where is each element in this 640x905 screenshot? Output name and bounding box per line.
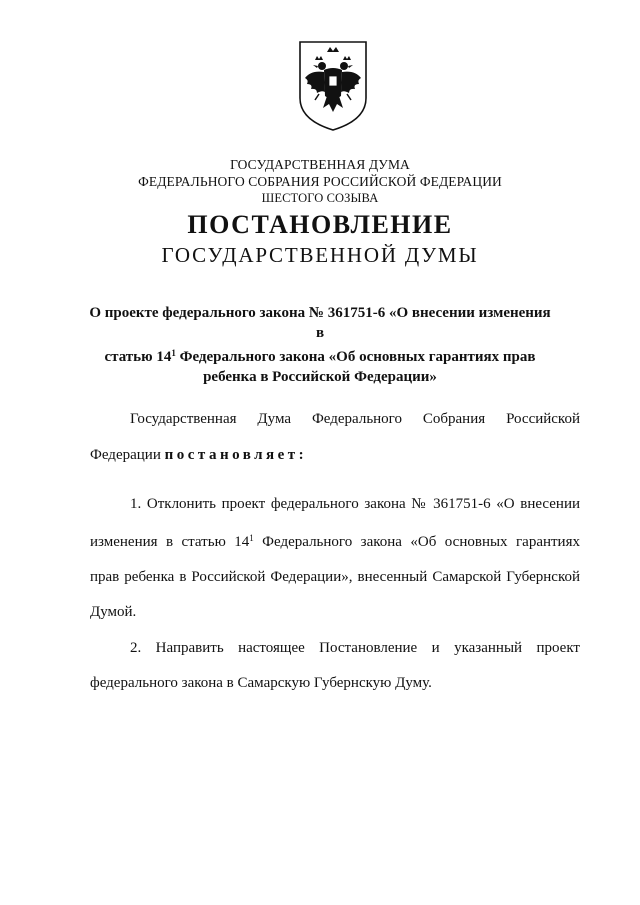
header-line-federal-assembly: ФЕДЕРАЛЬНОГО СОБРАНИЯ РОССИЙСКОЙ ФЕДЕРАЦИИ	[138, 174, 502, 189]
intro-text: Федерации	[90, 447, 165, 463]
header-line-duma: ГОСУДАРСТВЕННАЯ ДУМА	[230, 157, 410, 172]
item-text: изменения в статью 14	[90, 534, 250, 550]
subject-line: ребенка в Российской Федерации»	[203, 369, 437, 385]
item-1-line: 1. Отклонить проект федерального закона № 361751-6 «О внесении	[130, 496, 580, 512]
subject-text: Федерального закона «Об основных гарантиях прав	[175, 349, 536, 365]
superscript: 1	[171, 348, 176, 358]
header-line-convocation: ШЕСТОГО СОЗЫВА	[261, 191, 379, 205]
item-1-line: прав ребенка в Российской Федерации», внесенный Самарской Губернской	[90, 569, 580, 585]
intro-line	[90, 447, 580, 464]
subject-text: статью 14	[104, 349, 172, 365]
subject-line: О проекте федерального закона № 361751-6 «О внесении изменения в	[89, 305, 551, 341]
item-text: Федерального закона «Об основных гарантиях	[253, 534, 580, 550]
intro-line: Государственная Дума Федерального Собрания Российской	[130, 411, 580, 427]
resolves-word: постановляет:	[164, 447, 308, 463]
superscript: 1	[249, 533, 254, 543]
item-2-line: федерального закона в Самарскую Губернскую Думу.	[90, 675, 432, 691]
item-1-line: Думой.	[90, 604, 137, 620]
resolution-subject	[86, 303, 554, 387]
document-subtitle: ГОСУДАРСТВЕННОЙ ДУМЫ	[161, 243, 479, 267]
item-2-line: 2. Направить настоящее Постановление и указанный проект	[130, 640, 580, 656]
double-headed-eagle-icon	[297, 40, 369, 132]
subject-line	[86, 343, 554, 367]
item-1-line	[90, 533, 580, 551]
document-title: ПОСТАНОВЛЕНИЕ	[187, 210, 453, 239]
